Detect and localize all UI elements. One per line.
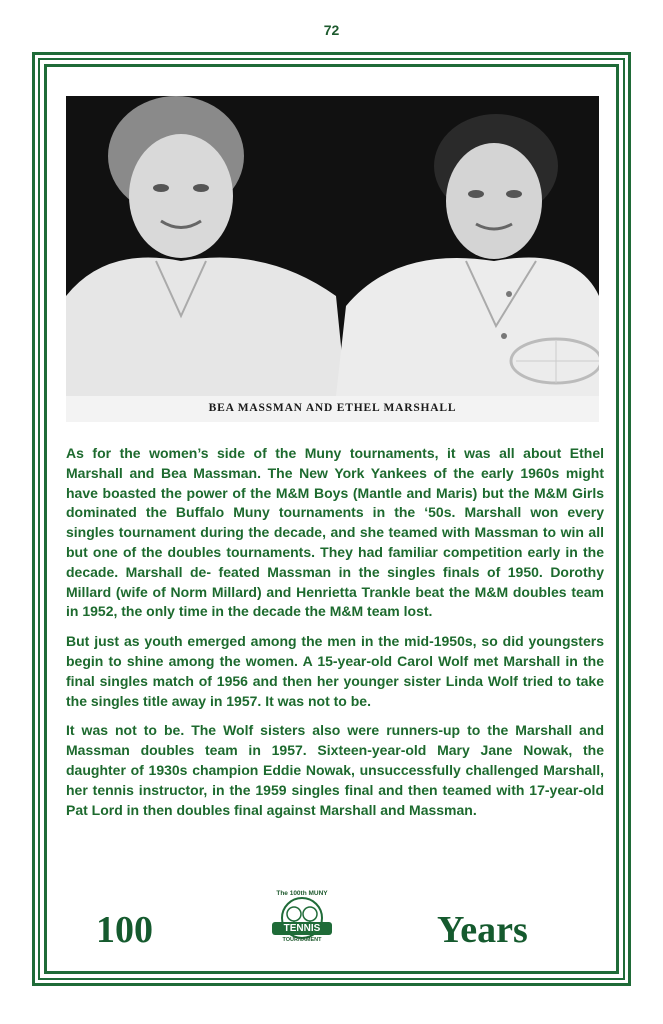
paragraph-2: But just as youth emerged among the men in the mid-1950s, so did youngsters begin to shine among the women. A 15-year-old Carol Wolf met Marshall in the final singles match of 1956 and then her younger sister Linda Wolf tried to take the singles title away in 1957. It was not to be.	[66, 633, 604, 709]
logo-word: TENNIS	[272, 922, 332, 935]
footer-number: 100	[96, 909, 153, 951]
logo-top-text: The 100th MUNY	[276, 890, 328, 897]
paragraph-1: As for the women’s side of the Muny tournaments, it was all about Ethel Marshall and Bea Massman. The New York Yankees of the early 1960s might have boasted the power of the M&M Boys (Mantle and Maris) but the M&M Girls dominated the Buffalo Muny tournaments in the ‘50s. Marshall won every singles tournament during the decade, and she teamed with Massman to win all but one of the doubles tournaments. They had familiar competition early in the decade. Marshall de- feated Massman in the singles finals of 1950. Dorothy Millard (wife of Norm Millard) and Henrietta Trankle beat the M&M doubles team in 1952, the only time in the decade the M&M team lost.	[66, 445, 604, 620]
article-body	[66, 444, 604, 830]
footer-word: Years	[437, 909, 528, 951]
page-number: 72	[323, 22, 340, 38]
paragraph-3: It was not to be. The Wolf sisters also were runners-up to the Marshall and Massman doubles team in 1957. Sixteen-year-old Mary Jane Nowak, the daughter of 1930s champion Eddie Nowak, unsuccessfully challenged Marshall, her tennis instructor, in the 1959 singles final and then teamed with 17-year-old Pat Lord in then doubles final against Marshall and Massman.	[66, 722, 604, 818]
logo-bottom-text: TOURNAMENT	[282, 937, 322, 943]
archival-photo	[66, 96, 599, 422]
photo-caption: BEA MASSMAN AND ETHEL MARSHALL	[208, 402, 457, 414]
tournament-logo	[266, 890, 338, 952]
photo-image	[66, 96, 599, 396]
